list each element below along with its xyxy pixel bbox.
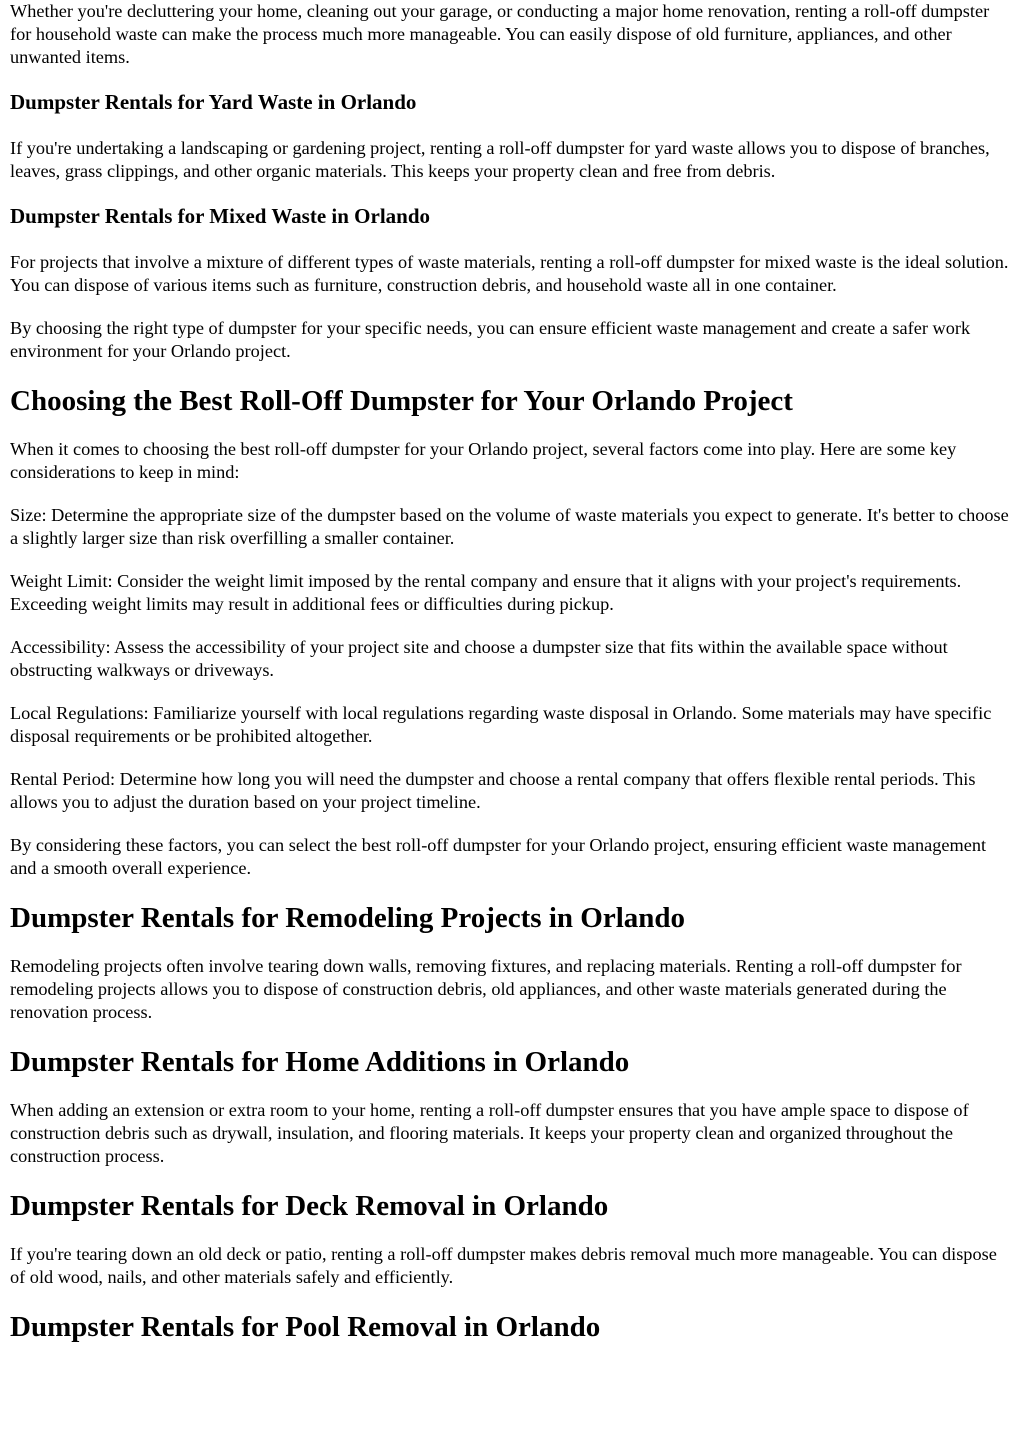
heading-home-additions: Dumpster Rentals for Home Additions in Orlando — [10, 1046, 630, 1078]
paragraph-remodeling: Remodeling projects often involve tearing down walls, removing fixtures, and replacing materials. Renting a roll-off dumpster for remodeling projects allows you to dispose of construction debris, old appliances, and other waste materials generated during the renovation process. — [10, 956, 962, 1022]
paragraph-local-regulations: Local Regulations: Familiarize yourself with local regulations regarding waste disposal in Orlando. Some materials may have specific disposal requirements or be prohibited altogether. — [10, 703, 992, 746]
heading-deck-removal: Dumpster Rentals for Deck Removal in Orlando — [10, 1190, 609, 1222]
heading-yard-waste: Dumpster Rentals for Yard Waste in Orlando — [10, 90, 417, 114]
paragraph-considerations-intro: When it comes to choosing the best roll-off dumpster for your Orlando project, several factors come into play. Here are some key considerations to keep in mind: — [10, 439, 957, 482]
paragraph-weight-limit: Weight Limit: Consider the weight limit imposed by the rental company and ensure that it aligns with your project's requirements. Exceeding weight limits may result in additional fees or difficulties during pickup. — [10, 571, 962, 614]
paragraph-accessibility: Accessibility: Assess the accessibility of your project site and choose a dumpster size that fits within the available space without obstructing walkways or driveways. — [10, 637, 948, 680]
heading-remodeling: Dumpster Rentals for Remodeling Projects in Orlando — [10, 902, 686, 934]
paragraph-yard-waste: If you're undertaking a landscaping or gardening project, renting a roll-off dumpster for yard waste allows you to dispose of branches, leaves, grass clippings, and other organic materials. This keeps your property clean and free from debris. — [10, 138, 990, 181]
paragraph-right-type: By choosing the right type of dumpster for your specific needs, you can ensure efficient waste management and create a safer work environment for your Orlando project. — [10, 318, 971, 361]
paragraph-size: Size: Determine the appropriate size of the dumpster based on the volume of waste materials you expect to generate. It's better to choose a slightly larger size than risk overfilling a smaller container. — [10, 505, 1009, 548]
paragraph-household-waste: Whether you're decluttering your home, cleaning out your garage, or conducting a major home renovation, renting a roll-off dumpster for household waste can make the process much more manageable. You can easily dispose of old furniture, appliances, and other unwanted items. — [10, 1, 990, 67]
paragraph-mixed-waste: For projects that involve a mixture of different types of waste materials, renting a roll-off dumpster for mixed waste is the ideal solution. You can dispose of various items such as furniture, construction debris, and household waste all in one container. — [10, 252, 1009, 295]
heading-choosing-best: Choosing the Best Roll-Off Dumpster for Your Orlando Project — [10, 385, 793, 417]
paragraph-rental-period: Rental Period: Determine how long you will need the dumpster and choose a rental company that offers flexible rental periods. This allows you to adjust the duration based on your project timeline. — [10, 769, 976, 812]
heading-pool-removal: Dumpster Rentals for Pool Removal in Orlando — [10, 1311, 601, 1343]
paragraph-home-additions: When adding an extension or extra room to your home, renting a roll-off dumpster ensures that you have ample space to dispose of construction debris such as drywall, insulation, and flooring materials. It keeps your property clean and organized throughout the construction process. — [10, 1100, 969, 1166]
paragraph-deck-removal: If you're tearing down an old deck or patio, renting a roll-off dumpster makes debris removal much more manageable. You can dispose of old wood, nails, and other materials safely and efficiently. — [10, 1244, 997, 1287]
heading-mixed-waste: Dumpster Rentals for Mixed Waste in Orlando — [10, 204, 431, 228]
paragraph-considering-factors: By considering these factors, you can select the best roll-off dumpster for your Orlando project, ensuring efficient waste management and a smooth overall experience. — [10, 835, 987, 878]
